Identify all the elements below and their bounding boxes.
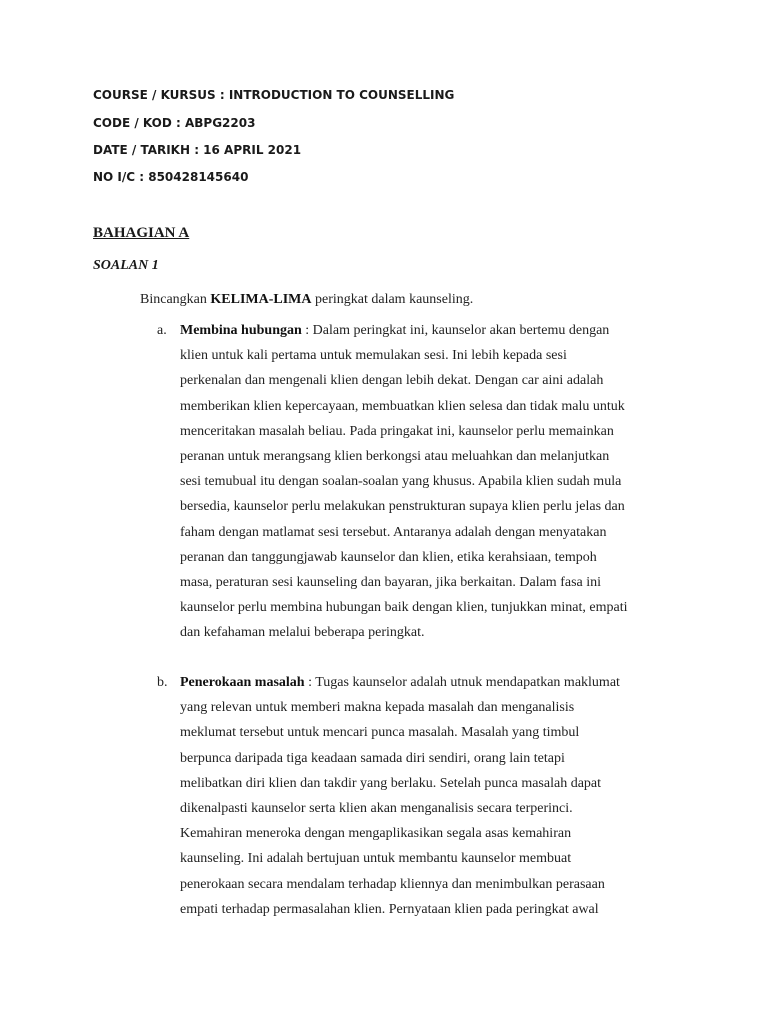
paragraph-line: peranan untuk merangsang klien berkongsi atau meluahkan dan melanjutkan bbox=[180, 449, 610, 465]
list-item-b bbox=[157, 670, 687, 922]
paragraph-line: dikenalpasti kaunselor serta klien akan menganalisis secara terperinci. bbox=[180, 801, 573, 817]
paragraph-line: Membina hubungan : Dalam peringkat ini, kaunselor akan bertemu dengan bbox=[180, 323, 610, 338]
paragraph-line: masa, peraturan sesi kaunseling dan bayaran, jika berkaitan. Dalam fasa ini bbox=[180, 575, 602, 591]
course-line: COURSE / KURSUS : INTRODUCTION TO COUNSELLING bbox=[93, 88, 455, 102]
paragraph-line: sesi temubual itu dengan soalan-soalan yang khusus. Apabila klien sudah mula bbox=[180, 474, 622, 490]
paragraph-line: perkenalan dan mengenali klien dengan lebih dekat. Dengan car aini adalah bbox=[180, 373, 604, 389]
paragraph-line: Kemahiran meneroka dengan mengaplikasikan segala asas kemahiran bbox=[180, 826, 572, 842]
list-item-a bbox=[157, 318, 687, 646]
date-line: DATE / TARIKH : 16 APRIL 2021 bbox=[93, 143, 302, 157]
paragraph-line: klien untuk kali pertama untuk memulakan sesi. Ini lebih kepada sesi bbox=[180, 348, 567, 364]
list-item-body bbox=[180, 318, 685, 646]
list-marker: b. bbox=[157, 675, 168, 690]
list-item-body bbox=[180, 670, 685, 922]
code-line: CODE / KOD : ABPG2203 bbox=[93, 116, 256, 130]
paragraph-line: penerokaan secara mendalam terhadap kliennya dan menimbulkan perasaan bbox=[180, 876, 605, 892]
paragraph-line: melibatkan diri klien dan takdir yang berlaku. Setelah punca masalah dapat bbox=[180, 775, 602, 791]
prompt-emphasis: KELIMA-LIMA bbox=[210, 292, 312, 307]
prompt-text-start: Bincangkan bbox=[140, 292, 211, 307]
paragraph-line: menceritakan masalah beliau. Pada pringakat ini, kaunselor perlu memainkan bbox=[180, 423, 614, 439]
question-prompt bbox=[140, 292, 473, 308]
paragraph-line: bersedia, kaunselor perlu melakukan penstrukturan supaya klien perlu jelas dan bbox=[180, 499, 625, 515]
paragraph-line: meklumat tersebut untuk mencari punca masalah. Masalah yang timbul bbox=[180, 725, 580, 741]
paragraph-line: peranan dan tanggungjawab kaunselor dan klien, etika kerahsiaan, tempoh bbox=[180, 549, 597, 565]
question-title: SOALAN 1 bbox=[93, 258, 159, 273]
paragraph-line: empati terhadap permasalahan klien. Pernyataan klien pada peringkat awal bbox=[180, 901, 599, 917]
paragraph-line: dan kefahaman melalui beberapa peringkat. bbox=[180, 625, 425, 641]
paragraph-line: Penerokaan masalah : Tugas kaunselor adalah utnuk mendapatkan maklumat bbox=[180, 675, 620, 690]
paragraph-line: kaunseling. Ini adalah bertujuan untuk membantu kaunselor membuat bbox=[180, 851, 572, 867]
paragraph-line: memberikan klien kepercayaan, membuatkan klien selesa dan tidak malu untuk bbox=[180, 398, 625, 414]
list-item-term: Penerokaan masalah bbox=[180, 675, 305, 690]
paragraph-line: yang relevan untuk memberi makna kepada masalah dan menganalisis bbox=[180, 700, 575, 716]
list-item-term: Membina hubungan bbox=[180, 323, 302, 338]
ic-number-line: NO I/C : 850428145640 bbox=[93, 170, 249, 184]
prompt-text-end: peringkat dalam kaunseling. bbox=[311, 292, 474, 307]
section-title: BAHAGIAN A bbox=[93, 225, 190, 241]
paragraph-line: berpunca daripada tiga keadaan samada diri sendiri, orang lain tetapi bbox=[180, 750, 565, 766]
paragraph-line: faham dengan matlamat sesi tersebut. Antaranya adalah dengan menyatakan bbox=[180, 524, 607, 540]
paragraph-line: kaunselor perlu membina hubungan baik dengan klien, tunjukkan minat, empati bbox=[180, 600, 628, 616]
list-marker: a. bbox=[157, 323, 167, 338]
